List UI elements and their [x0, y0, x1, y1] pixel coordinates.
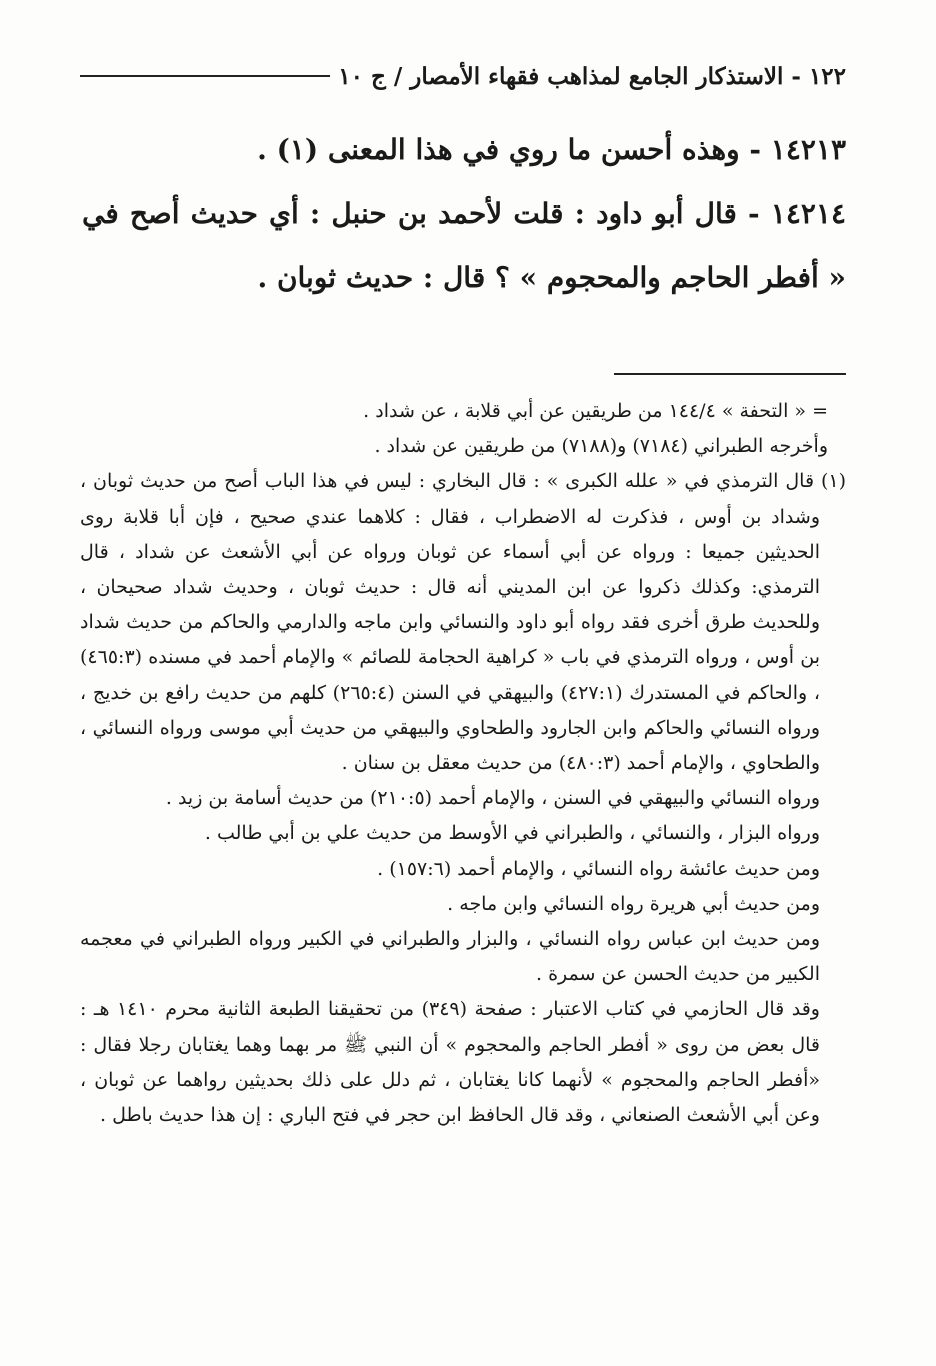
paragraph-14213: ١٤٢١٣ - وهذه أحسن ما روي في هذا المعنى (١) .: [257, 133, 846, 166]
footnote-continuation-line: وأخرجه الطبراني (٧١٨٤) و(٧١٨٨) من طريقين عن شداد .: [374, 435, 828, 458]
footnote-1-paragraph: ومن حديث عائشة رواه النسائي ، والإمام أحمد (١٥٧:٦) .: [377, 857, 820, 880]
footnotes: [80, 394, 846, 1133]
footnote-continuation-line: = « التحفة » ١٤٤/٤ من طريقين عن أبي قلابة ، عن شداد .: [363, 400, 828, 422]
main-text: [82, 118, 846, 310]
footnote-1-paragraph: ورواه البزار ، والنسائي ، والطبراني في الأوسط من حديث علي بن أبي طالب .: [204, 822, 820, 845]
footnote-1-paragraph: وقد قال الحازمي في كتاب الاعتبار : صفحة (٣٤٩) من تحقيقنا الطبعة الثانية محرم ١٤١٠ هـ : قال بعض من روى « أفطر الحاجم والمحجوم » أن النبي ﷺ مر بهما وهما يغتابان رجلا فقال : «أفطر الحاجم والمحجوم » لأنهما كانا يغتابان ، ثم دلل على ذلك بحديثين رواهما عن ثوبان ، وعن أبي الأشعث الصنعاني ، وقد قال الحافظ ابن حجر في فتح الباري : إن هذا حديث باطل .: [80, 998, 820, 1127]
footnote-1-paragraph: ومن حديث أبي هريرة رواه النسائي وابن ماجه .: [447, 892, 820, 915]
footnote-1-paragraph: ورواه النسائي والبيهقي في السنن ، والإمام أحمد (٢١٠:٥) من حديث أسامة بن زيد .: [165, 787, 820, 810]
running-head: [80, 54, 846, 98]
footnote-1: (١) قال الترمذي في « علله الكبرى » : قال البخاري : ليس في هذا الباب أصح من حديث ثوبان ، وشداد بن أوس ، فذكرت له الاضطراب ، فقال : كلاهما عندي صحيح ، فإن أبا قلابة روى الحديثين جميعا : ورواه عن أبي أسماء عن ثوبان ورواه عن أبي الأشعث عن شداد ، قال الترمذي: وكذلك ذكروا عن ابن المديني أنه قال : حديث ثوبان ، وحديث شداد صحيحان ، وللحديث طرق أخرى فقد رواه أبو داود والنسائي وابن ماجه والدارمي والحاكم من حديث شداد بن أوس ، ورواه الترمذي في باب « كراهية الحجامة للصائم » والإمام أحمد في مسنده (٤٦٥:٣) ، والحاكم في المستدرك (٤٢٧:١) والبيهقي في السنن (٢٦٥:٤) كلهم من حديث رافع بن خديج ، ورواه النسائي والحاكم وابن الجارود والطحاوي والبيهقي من حديث أبي موسى ورواه النسائي ، والطحاوي ، والإمام أحمد (٤٨٠:٣) من حديث معقل بن سنان .: [80, 470, 846, 775]
running-title: ١٢٢ - الاستذكار الجامع لمذاهب فقهاء الأمصار / ج ١٠: [338, 62, 846, 90]
paragraph-14214: ١٤٢١٤ - قال أبو داود : قلت لأحمد بن حنبل : أي حديث أصح في « أفطر الحاجم والمحجوم » ؟ قال : حديث ثوبان .: [82, 197, 846, 294]
header-rule: [80, 75, 330, 77]
footnote-separator: [614, 373, 846, 375]
footnote-1-paragraph: ومن حديث ابن عباس رواه النسائي ، والبزار والطبراني في الكبير ورواه الطبراني في معجمه الكبير من حديث الحسن عن سمرة .: [80, 928, 820, 986]
